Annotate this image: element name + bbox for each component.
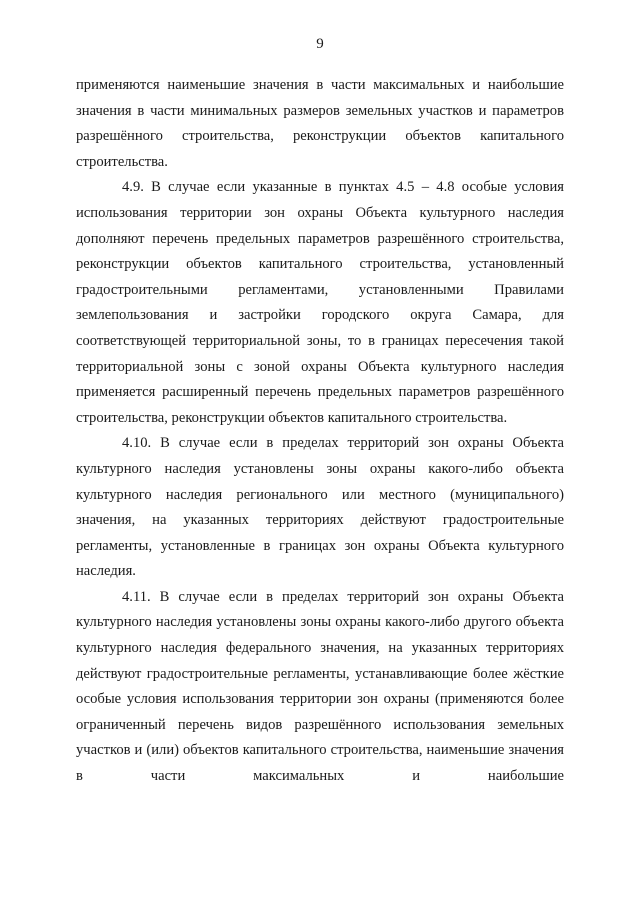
paragraph-4-9: 4.9. В случае если указанные в пунктах 4.5 – 4.8 особые условия использования территории зон охраны Объекта культурного наследия дополняют перечень предельных параметров разрешённого строительства, реконструкции объектов капитального строительства, установленный градостроительными регламентами, установленными Правилами землепользования и застройки городского округа Самара, для соответствующей территориальной зоны, то в границах пересечения такой территориальной зоны с зоной охраны Объекта культурного наследия применяется расширенный перечень предельных параметров разрешённого строительства, реконструкции объектов капитального строительства.: [76, 179, 564, 426]
page-number: 9: [316, 36, 324, 52]
paragraph-4-11: 4.11. В случае если в пределах территорий зон охраны Объекта культурного наследия установлены зоны охраны какого-либо другого объекта культурного наследия федерального значения, на указанных территориях действуют градостроительные регламенты, устанавливающие более жёсткие особые условия использования территории зон охраны (применяются более ограниченный перечень видов разрешённого использования земельных участков и (или) объектов капитального строительства, наименьшие значения в части максимальных и наибольшие: [76, 588, 564, 785]
paragraph-continuation: применяются наименьшие значения в части максимальных и наибольшие значения в части минимальных размеров земельных участков и параметров разрешённого строительства, реконструкции объектов капитального строительства.: [76, 77, 564, 170]
document-body: [76, 73, 564, 790]
paragraph-4-10: 4.10. В случае если в пределах территорий зон охраны Объекта культурного наследия установлены зоны охраны какого-либо объекта культурного наследия регионального или местного (муниципального) значения, на указанных территориях действуют градостроительные регламенты, установленные в границах зон охраны Объекта культурного наследия.: [76, 435, 564, 580]
